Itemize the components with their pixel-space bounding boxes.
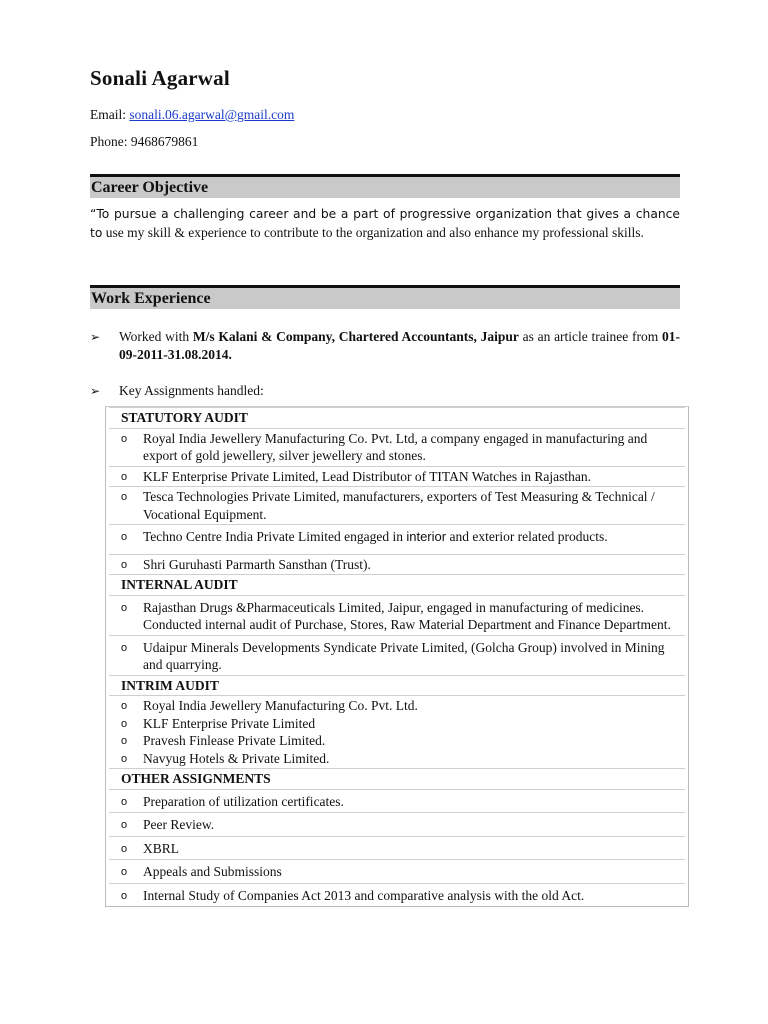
email-link[interactable]: sonali.06.agarwal@gmail.com <box>129 107 295 122</box>
worked-prefix: Worked with <box>119 329 193 344</box>
circle-bullet-icon: o <box>121 601 128 614</box>
email-line <box>90 107 294 123</box>
list-item: o Appeals and Submissions <box>109 859 685 883</box>
arrow-bullet-icon: ➢ <box>90 330 101 344</box>
firm-name: M/s Kalani & Company, Chartered Accountants, Jaipur <box>192 329 519 344</box>
list-item: o Udaipur Minerals Developments Syndicate Private Limited, (Golcha Group) involved in Mining and quarrying. <box>109 635 685 675</box>
list-item: o Pravesh Finlease Private Limited. <box>143 732 685 750</box>
candidate-name: Sonali Agarwal <box>90 66 230 90</box>
intrim-list <box>109 695 685 768</box>
other-assignments-heading: OTHER ASSIGNMENTS <box>109 768 685 789</box>
intrim-audit-heading: INTRIM AUDIT <box>109 675 685 696</box>
list-item: o Navyug Hotels & Private Limited. <box>143 750 685 768</box>
list-item: o Royal India Jewellery Manufacturing Co. Pvt. Ltd. <box>143 697 685 715</box>
list-item: o Preparation of utilization certificates. <box>109 789 685 813</box>
career-objective-text <box>90 205 680 242</box>
circle-bullet-icon: o <box>121 432 128 445</box>
list-item: o Royal India Jewellery Manufacturing Co. Pvt. Ltd, a company engaged in manufacturing and export of gold jewellery, silver jewellery and stones. <box>109 428 685 466</box>
circle-bullet-icon: o <box>121 491 128 503</box>
list-item: o KLF Enterprise Private Limited <box>143 715 685 733</box>
list-item: o Internal Study of Companies Act 2013 and comparative analysis with the old Act. <box>109 883 685 907</box>
circle-bullet-icon: o <box>121 795 128 808</box>
work-experience-header: Work Experience <box>90 285 680 309</box>
list-item: o Rajasthan Drugs &Pharmaceuticals Limited, Jaipur, engaged in manufacturing of medicines. Conducted internal audit of Purchase, Stores, Raw Material Department and Finance Department. <box>109 595 685 635</box>
phone-line: Phone: 9468679861 <box>90 134 199 149</box>
key-assignments-label: Key Assignments handled: <box>119 383 264 398</box>
email-label: Email: <box>90 107 130 122</box>
circle-bullet-icon: o <box>121 470 128 483</box>
list-item: o Tesca Technologies Private Limited, manufacturers, exporters of Test Measuring & Technical / Vocational Equipment. <box>109 486 685 524</box>
key-assignments-bullet <box>90 382 680 400</box>
list-item: o KLF Enterprise Private Limited, Lead Distributor of TITAN Watches in Rajasthan. <box>109 466 685 487</box>
circle-bullet-icon: o <box>121 866 128 878</box>
assignments-table <box>105 406 689 907</box>
circle-bullet-icon: o <box>121 819 128 831</box>
circle-bullet-icon: o <box>121 752 128 765</box>
circle-bullet-icon: o <box>121 717 128 730</box>
worked-mid: as an article trainee from <box>518 329 662 344</box>
list-item: o Techno Centre India Private Limited engaged in interior and exterior related products. <box>109 524 685 554</box>
circle-bullet-icon: o <box>121 889 128 902</box>
worked-with-text <box>119 328 680 364</box>
circle-bullet-icon: o <box>121 558 128 571</box>
objective-text-part-b: use my skill & experience to contribute to the organization and also enhance my professional skills. <box>102 224 644 240</box>
career-objective-header: Career Objective <box>90 174 680 198</box>
objective-text-part-a: “To pursue a challenging career and be a part of progressive organization that gives a chance to <box>90 207 680 240</box>
circle-bullet-icon: o <box>121 531 128 543</box>
circle-bullet-icon: o <box>121 641 128 654</box>
circle-bullet-icon: o <box>121 700 128 712</box>
worked-dates: 01-09-2011-31.08.2014. <box>119 329 680 362</box>
list-item: o XBRL <box>109 836 685 860</box>
list-item: o Peer Review. <box>109 812 685 836</box>
internal-audit-heading: INTERNAL AUDIT <box>109 574 685 595</box>
circle-bullet-icon: o <box>121 735 128 747</box>
list-item: o Shri Guruhasti Parmarth Sansthan (Trust). <box>109 554 685 575</box>
arrow-bullet-icon: ➢ <box>90 384 101 398</box>
circle-bullet-icon: o <box>121 842 128 855</box>
statutory-audit-heading: STATUTORY AUDIT <box>109 407 685 428</box>
worked-with-bullet <box>90 328 680 364</box>
